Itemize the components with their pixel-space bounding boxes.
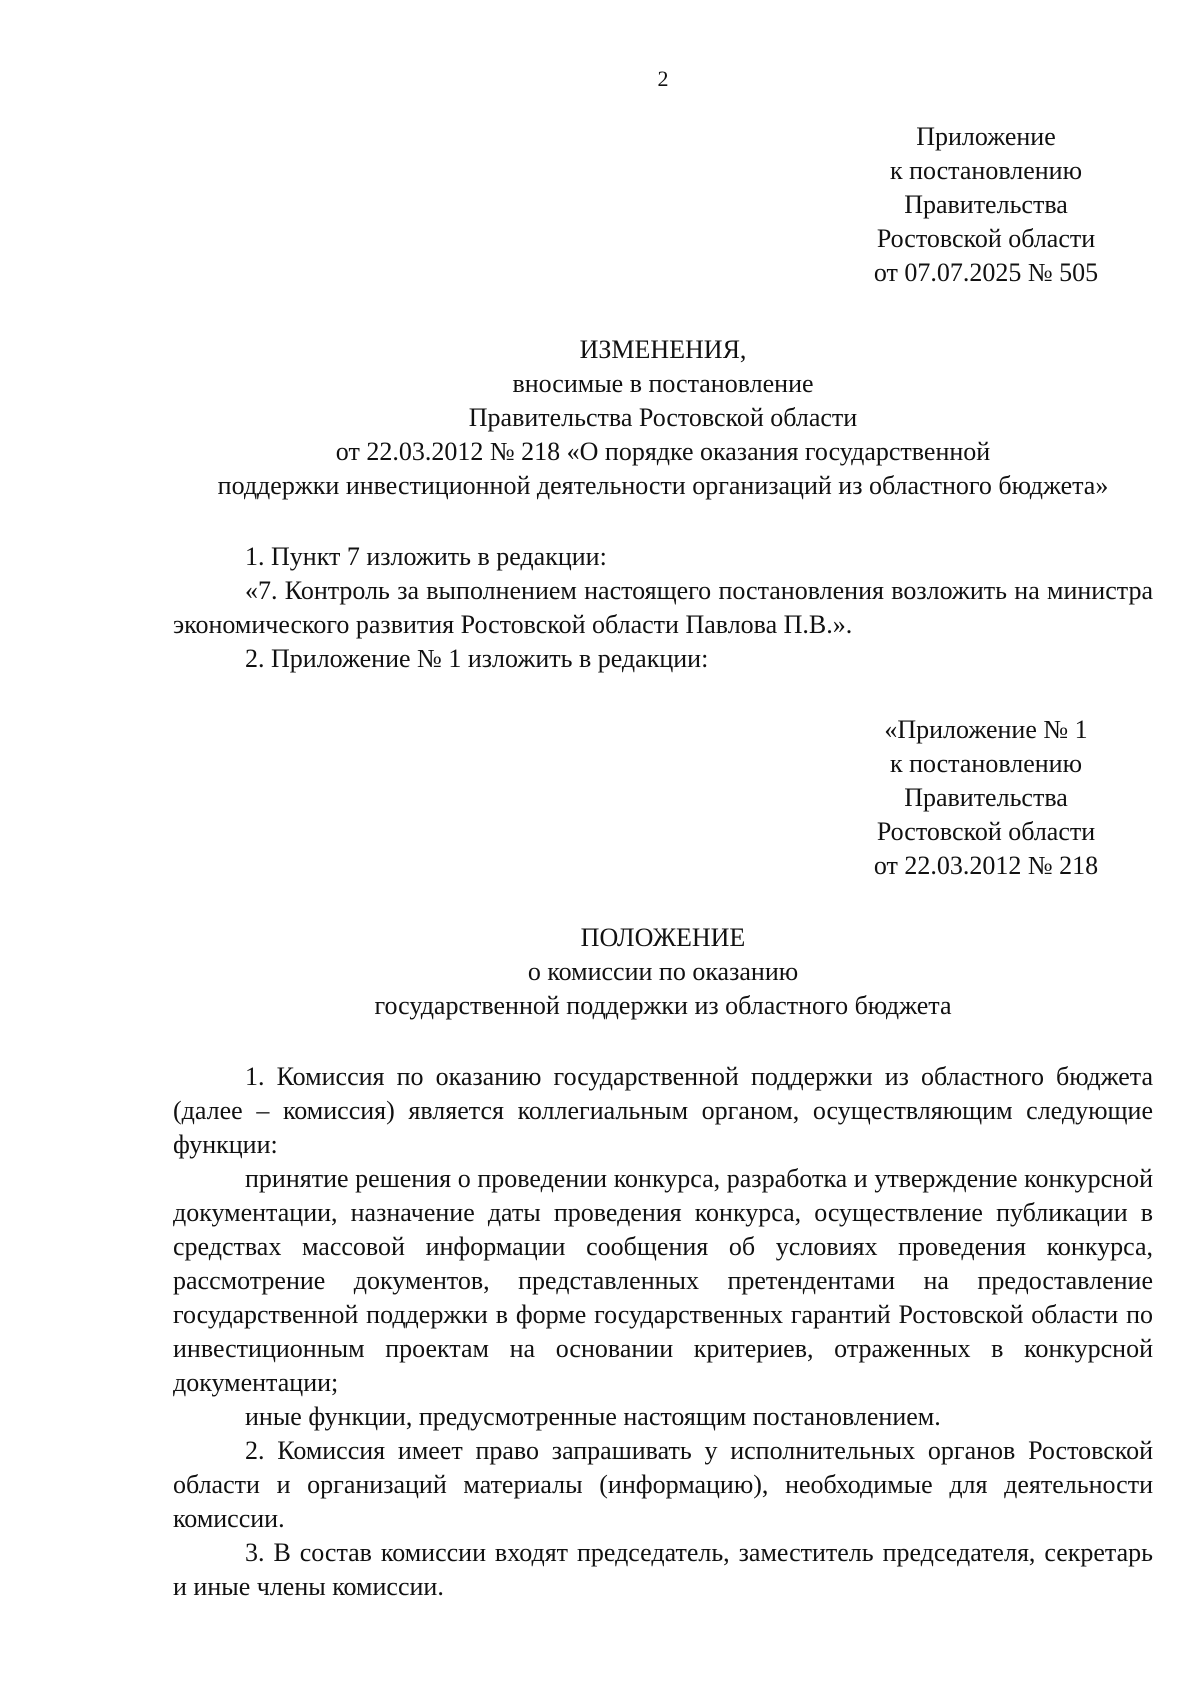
paragraph: 1. Пункт 7 изложить в редакции: (245, 542, 607, 571)
regulation-title (173, 921, 1153, 1023)
changes-subtitle-line: вносимые в постановление (512, 369, 814, 398)
approval-line: Правительства (904, 190, 1068, 219)
paragraph: 2. Приложение № 1 изложить в редакции: (245, 644, 709, 673)
paragraph: 3. В состав комиссии входят председатель, заместитель председателя, секретарь и иные члены комиссии. (173, 1538, 1153, 1601)
annex-block (831, 713, 1141, 883)
paragraph: иные функции, предусмотренные настоящим постановлением. (245, 1402, 941, 1431)
changes-heading: ИЗМЕНЕНИЯ, (579, 335, 747, 364)
changes-subtitle-line: Правительства Ростовской области (468, 403, 858, 432)
page-number: 2 (657, 66, 669, 91)
paragraph: принятие решения о проведении конкурса, разработка и утверждение конкурсной документации, назначение даты проведения конкурса, осуществление публикации в средствах массовой информации сообщения об условиях проведения конкурса, рассмотрение документов, представленных претендентами на предоставление государственной поддержки в форме государственных гарантий Ростовской области по инвестиционным проектам на основании критериев, отраженных в конкурсной документации; (173, 1164, 1153, 1397)
approval-block (831, 120, 1141, 290)
annex-line: «Приложение № 1 (884, 715, 1088, 744)
annex-line: Правительства (904, 783, 1068, 812)
approval-line: Ростовской области (876, 224, 1096, 253)
regulation-subtitle-line: о комиссии по оказанию (527, 957, 799, 986)
document-page (173, 64, 1153, 1604)
annex-line: Ростовской области (876, 817, 1096, 846)
regulation-heading: ПОЛОЖЕНИЕ (580, 923, 746, 952)
regulation-body (173, 1060, 1153, 1604)
paragraph: 1. Комиссия по оказанию государственной поддержки из областного бюджета (далее – комиссия) является коллегиальным органом, осуществляющим следующие функции: (173, 1062, 1153, 1159)
annex-line: к постановлению (889, 749, 1083, 778)
approval-date-line: от 07.07.2025 № 505 (873, 258, 1099, 287)
paragraph: 2. Комиссия имеет право запрашивать у исполнительных органов Ростовской области и организаций материалы (информацию), необходимые для деятельности комиссии. (173, 1436, 1153, 1533)
changes-body (173, 540, 1153, 676)
changes-subtitle-line: поддержки инвестиционной деятельности организаций из областного бюджета» (217, 471, 1109, 500)
approval-line: Приложение (916, 122, 1056, 151)
changes-subtitle-line: от 22.03.2012 № 218 «О порядке оказания государственной (335, 437, 991, 466)
paragraph: «7. Контроль за выполнением настоящего постановления возложить на министра экономического развития Ростовской области Павлова П.В.». (173, 576, 1153, 639)
annex-date-line: от 22.03.2012 № 218 (873, 851, 1099, 880)
regulation-subtitle-line: государственной поддержки из областного бюджета (374, 991, 952, 1020)
changes-title (173, 333, 1153, 503)
approval-line: к постановлению (889, 156, 1083, 185)
